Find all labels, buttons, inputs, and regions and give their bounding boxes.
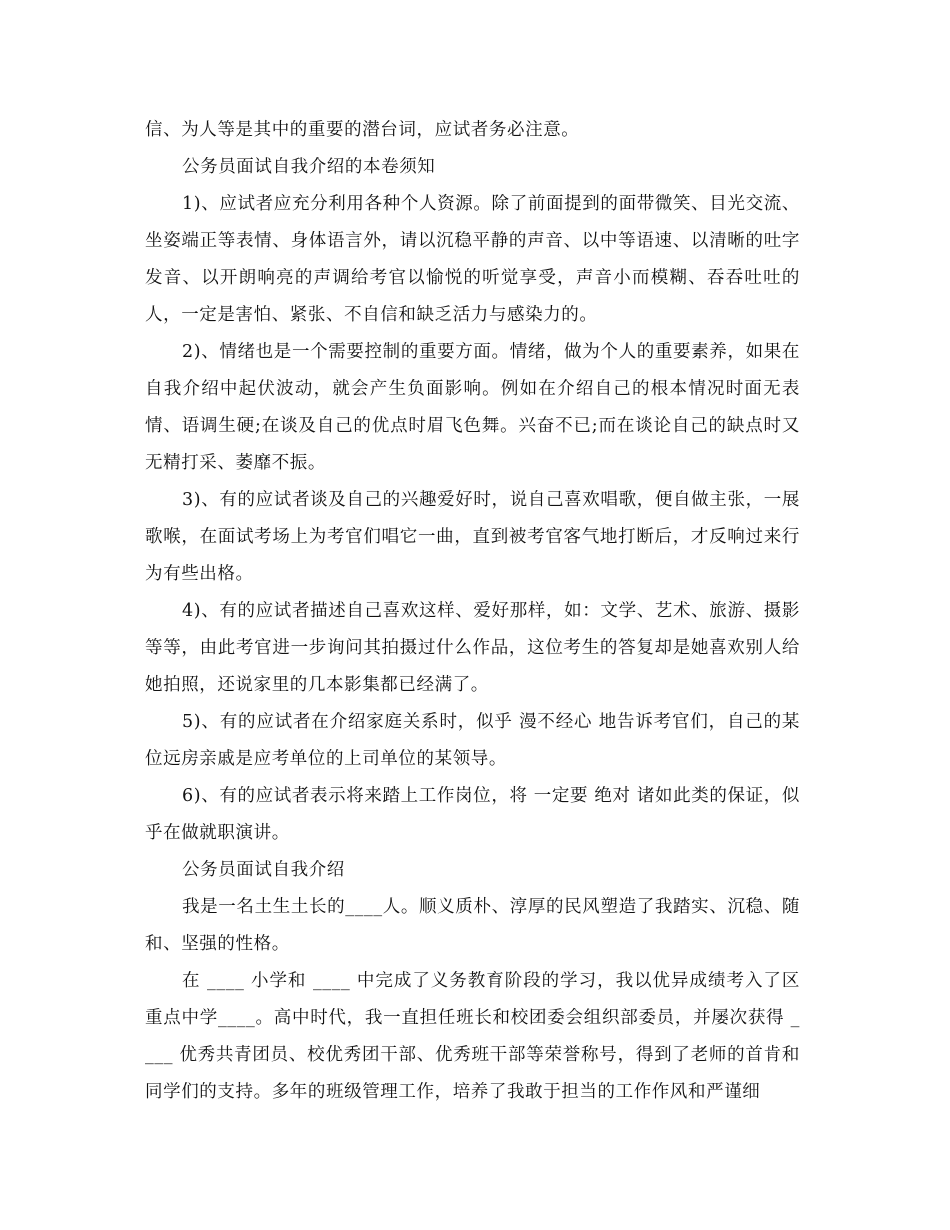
section-heading-notes: 公务员面试自我介绍的本卷须知 <box>182 157 436 177</box>
paragraph-intro-1: 我是一名土生土长的____人。顺义质朴、淳厚的民风塑造了我踏实、沉稳、随和、坚强的性格。 <box>145 897 800 954</box>
paragraph-intro-2: 在 ____ 小学和 ____ 中完成了义务教育阶段的学习，我以优异成绩考入了区重点中学____。高中时代，我一直担任班长和校团委会组织部委员，并屡次获得 ____ 优秀共青团员、校优秀团干部、优秀班干部等荣誉称号，得到了老师的首肯和同学们的支持。多年的班级管理工作，培养了我敢于担当的工作作风和严谨细 <box>145 971 800 1102</box>
paragraph-continuation: 信、为人等是其中的重要的潜台词，应试者务必注意。 <box>145 120 580 140</box>
paragraph-note-5: 5)、有的应试者在介绍家庭关系时，似乎 漫不经心 地告诉考官们，自己的某位远房亲戚是应考单位的上司单位的某领导。 <box>145 712 800 769</box>
paragraph-note-6: 6)、有的应试者表示将来踏上工作岗位，将 一定要 绝对 诸如此类的保证，似乎在做就职演讲。 <box>145 786 800 843</box>
document-body <box>145 112 800 1111</box>
paragraph-note-1: 1)、应试者应充分利用各种个人资源。除了前面提到的面带微笑、目光交流、坐姿端正等表情、身体语言外，请以沉稳平静的声音、以中等语速、以清晰的吐字发音、以开朗响亮的声调给考官以愉悦的听觉享受，声音小而模糊、吞吞吐吐的人，一定是害怕、紧张、不自信和缺乏活力与感染力的。 <box>145 194 800 325</box>
paragraph-note-4: 4)、有的应试者描述自己喜欢这样、爱好那样，如：文学、艺术、旅游、摄影等等，由此考官进一步询问其拍摄过什么作品，这位考生的答复却是她喜欢别人给她拍照，还说家里的几本影集都已经满了。 <box>145 601 800 695</box>
paragraph-note-3: 3)、有的应试者谈及自己的兴趣爱好时，说自己喜欢唱歌，便自做主张，一展歌喉，在面试考场上为考官们唱它一曲，直到被考官客气地打断后，才反响过来行为有些出格。 <box>145 490 800 584</box>
section-heading-intro: 公务员面试自我介绍 <box>182 860 345 880</box>
paragraph-note-2: 2)、情绪也是一个需要控制的重要方面。情绪，做为个人的重要素养，如果在自我介绍中起伏波动，就会产生负面影响。例如在介绍自己的根本情况时面无表情、语调生硬;在谈及自己的优点时眉飞色舞。兴奋不已;而在谈论自己的缺点时又无精打采、萎靡不振。 <box>145 342 800 473</box>
